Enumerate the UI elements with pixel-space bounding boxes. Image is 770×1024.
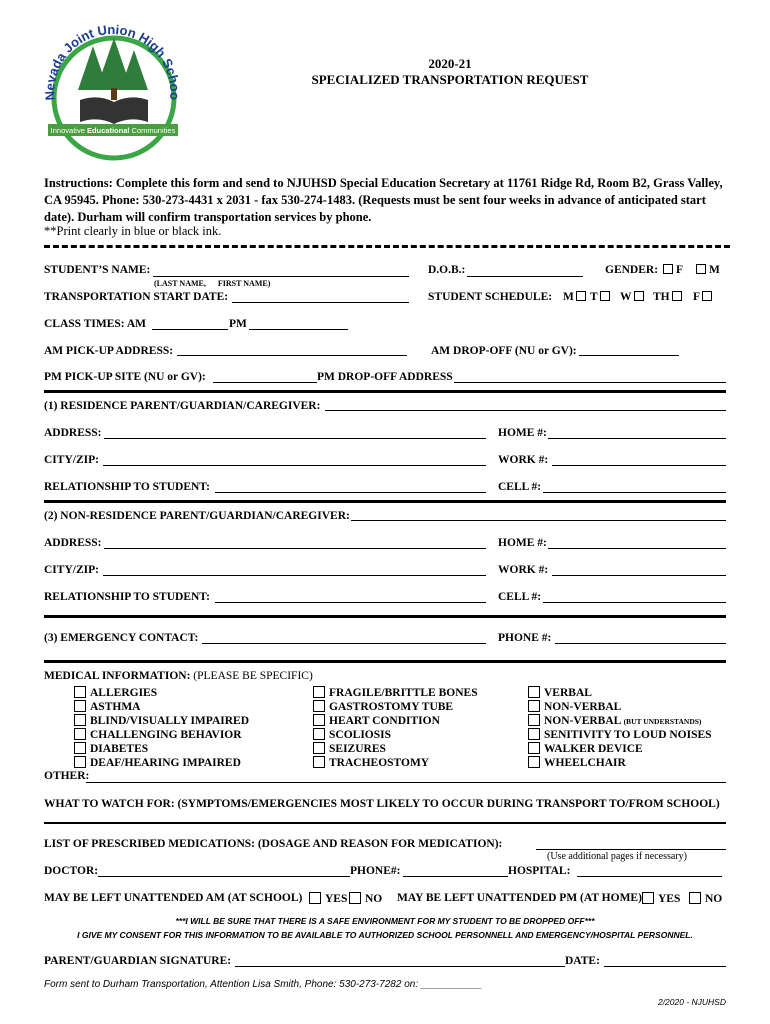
schedule-day-th[interactable] (653, 291, 685, 303)
watch-for-field[interactable] (44, 822, 726, 824)
guardian1-relationship-label: RELATIONSHIP TO STUDENT: (44, 481, 210, 493)
pm-pickup-field[interactable] (213, 382, 317, 383)
class-times-am-field[interactable] (152, 329, 228, 330)
dashed-divider (44, 245, 730, 248)
pm-pickup-label: PM PICK-UP SITE (NU or GV): (44, 371, 206, 383)
unattended-am-yes[interactable] (309, 892, 347, 905)
student-name-label: STUDENT’S NAME: (44, 264, 151, 276)
hospital-field[interactable] (577, 876, 722, 877)
medical-checkbox[interactable] (313, 714, 325, 726)
student-name-field[interactable] (153, 276, 409, 277)
day-m-text: M (563, 291, 574, 303)
medical-checkbox[interactable] (313, 742, 325, 754)
medical-option[interactable] (74, 742, 148, 755)
medical-option-label: FRAGILE/BRITTLE BONES (329, 687, 478, 699)
unattended-pm-yes[interactable] (642, 892, 680, 905)
consent-line-1: ***I WILL BE SURE THAT THERE IS A SAFE ENVIRONMENT FOR MY STUDENT TO BE DROPPED OFF*** (175, 916, 595, 926)
medical-checkbox[interactable] (528, 756, 540, 768)
start-date-field[interactable] (232, 302, 409, 303)
schedule-day-t[interactable] (590, 291, 613, 303)
guardian1-address-label: ADDRESS: (44, 427, 102, 439)
signature-date-field[interactable] (604, 966, 726, 967)
dob-label: D.O.B.: (428, 264, 466, 276)
medical-option[interactable] (313, 686, 478, 699)
guardian2-cell-field[interactable] (543, 602, 726, 603)
section-divider (44, 500, 726, 503)
watch-for-label: WHAT TO WATCH FOR: (SYMPTOMS/EMERGENCIES MOST LIKELY TO OCCUR DURING TRANSPORT TO/FROM SCHOOL) (44, 798, 720, 810)
medical-option-label: CHALLENGING BEHAVIOR (90, 729, 242, 741)
medical-option-label: NON-VERBAL (544, 701, 622, 713)
medical-checkbox[interactable] (313, 686, 325, 698)
guardian2-work-label: WORK #: (498, 564, 549, 576)
doctor-field[interactable] (98, 876, 350, 877)
emergency-label: (3) EMERGENCY CONTACT: (44, 632, 199, 644)
guardian1-title: (1) RESIDENCE PARENT/GUARDIAN/CAREGIVER: (44, 400, 321, 412)
emergency-contact-field[interactable] (202, 643, 486, 644)
guardian2-address-label: ADDRESS: (44, 537, 102, 549)
medical-option[interactable] (74, 714, 249, 727)
day-f-checkbox[interactable] (702, 291, 712, 301)
gender-m-text: M (709, 264, 720, 276)
guardian1-address-field[interactable] (104, 438, 486, 439)
class-times-pm-field[interactable] (249, 329, 348, 330)
unattended-pm-no-checkbox[interactable] (689, 892, 701, 904)
hospital-label: HOSPITAL: (508, 865, 571, 877)
guardian2-relationship-field[interactable] (215, 602, 486, 603)
medical-option[interactable] (313, 756, 429, 769)
medical-option[interactable] (313, 700, 453, 713)
medical-option-label: SENITIVITY TO LOUD NOISES (544, 729, 712, 741)
doctor-label: DOCTOR: (44, 865, 99, 877)
guardian2-cityzip-label: CITY/ZIP: (44, 564, 99, 576)
medical-option[interactable] (313, 742, 386, 755)
guardian2-address-field[interactable] (104, 548, 486, 549)
medical-option[interactable] (528, 714, 701, 727)
medications-field[interactable] (536, 849, 726, 850)
guardian1-home-label: HOME #: (498, 427, 547, 439)
guardian2-title: (2) NON-RESIDENCE PARENT/GUARDIAN/CAREGIVER: (44, 510, 350, 522)
signature-label: PARENT/GUARDIAN SIGNATURE: (44, 955, 232, 967)
guardian2-cell-label: CELL #: (498, 591, 542, 603)
guardian2-relationship-label: RELATIONSHIP TO STUDENT: (44, 591, 210, 603)
day-th-text: TH (653, 291, 670, 303)
emergency-phone-field[interactable] (555, 643, 726, 644)
am-dropoff-label: AM DROP-OFF (NU or GV): (431, 345, 577, 357)
medical-checkbox[interactable] (313, 756, 325, 768)
medical-option-label: NON-VERBAL (544, 715, 621, 727)
medical-heading-note: (PLEASE BE SPECIFIC) (193, 670, 313, 682)
medical-checkbox[interactable] (74, 756, 86, 768)
medical-other-field[interactable] (86, 782, 726, 783)
unattended-am-no-checkbox[interactable] (349, 892, 361, 904)
unattended-pm-no-text: NO (705, 893, 723, 905)
footer-version: 2/2020 - NJUHSD (657, 997, 726, 1007)
consent-line-2: I GIVE MY CONSENT FOR THIS INFORMATION TO BE AVAILABLE TO AUTHORIZED SCHOOL PERSONNELL AND EMERGENCY/HOSPITAL PERSONNEL. (77, 930, 693, 940)
class-times-pm-label: PM (229, 318, 247, 330)
schedule-day-w[interactable] (620, 291, 647, 303)
pm-dropoff-field[interactable] (454, 382, 726, 383)
day-w-text: W (620, 291, 632, 303)
medical-option[interactable] (528, 728, 712, 741)
form-year: 2020-21 (428, 56, 472, 71)
medical-checkbox[interactable] (528, 742, 540, 754)
section-divider (44, 615, 726, 618)
medical-option-label: GASTROSTOMY TUBE (329, 701, 454, 713)
guardian1-work-field[interactable] (552, 465, 726, 466)
guardian2-work-field[interactable] (552, 575, 726, 576)
unattended-am-yes-checkbox[interactable] (309, 892, 321, 904)
medical-option[interactable] (74, 756, 241, 769)
day-t-text: T (590, 291, 598, 303)
gender-label: GENDER: (605, 264, 659, 276)
guardian2-cityzip-field[interactable] (103, 575, 486, 576)
emergency-phone-label: PHONE #: (498, 632, 552, 644)
medical-option[interactable] (74, 686, 157, 699)
instructions-text: Instructions: Complete this form and send to NJUHSD Special Education Secretary at 11761 Ridge Rd, Room B2, Grass Valley, CA 95945. Phone: 530-273-4431 x 2031 - fax 530-274-1483. (Requests must be sent four weeks in advance of anticipated start date). Durham will confirm transportation services by phone. (44, 176, 723, 224)
medical-option-label: DEAF/HEARING IMPAIRED (90, 757, 241, 769)
medical-option-note: (BUT UNDERSTANDS) (623, 717, 702, 726)
dob-field[interactable] (467, 276, 583, 277)
section-divider (44, 660, 726, 663)
unattended-pm-no[interactable] (689, 892, 722, 905)
medical-option[interactable] (528, 686, 592, 699)
guardian1-home-field[interactable] (548, 438, 726, 439)
medical-option-label: SEIZURES (329, 743, 386, 755)
doctor-phone-field[interactable] (403, 876, 508, 877)
medical-option-label: ASTHMA (90, 701, 141, 713)
medical-checkbox[interactable] (313, 728, 325, 740)
medical-heading-row (44, 670, 313, 682)
medical-option-label: HEART CONDITION (329, 715, 440, 727)
day-th-checkbox[interactable] (672, 291, 682, 301)
guardian1-relationship-field[interactable] (215, 492, 486, 493)
form-title: SPECIALIZED TRANSPORTATION REQUEST (311, 72, 589, 87)
guardian1-work-label: WORK #: (498, 454, 549, 466)
medical-checkbox[interactable] (74, 742, 86, 754)
medical-option[interactable] (313, 714, 440, 727)
medical-option[interactable] (74, 728, 242, 741)
medical-checkbox[interactable] (74, 728, 86, 740)
medical-option[interactable] (74, 700, 140, 713)
am-dropoff-field[interactable] (579, 355, 679, 356)
schedule-day-m[interactable] (563, 291, 589, 303)
unattended-am-yes-text: YES (325, 893, 348, 905)
guardian2-home-label: HOME #: (498, 537, 547, 549)
guardian1-cell-field[interactable] (543, 492, 726, 493)
medical-checkbox[interactable] (74, 686, 86, 698)
medical-option-label: ALLERGIES (90, 687, 158, 699)
medical-other-label: OTHER: (44, 770, 90, 782)
medical-option-label: WALKER DEVICE (544, 743, 643, 755)
unattended-am-no-text: NO (365, 893, 383, 905)
medical-checkbox[interactable] (74, 700, 86, 712)
medications-label: LIST OF PRESCRIBED MEDICATIONS: (DOSAGE AND REASON FOR MEDICATION): (44, 838, 503, 850)
class-times-label: CLASS TIMES: AM (44, 318, 147, 330)
unattended-am-label: MAY BE LEFT UNATTENDED AM (AT SCHOOL) (44, 892, 303, 904)
unattended-pm-yes-text: YES (658, 893, 681, 905)
medical-option[interactable] (313, 728, 391, 741)
day-f-text: F (693, 291, 701, 303)
medical-checkbox[interactable] (528, 728, 540, 740)
medical-option-label: WHEELCHAIR (544, 757, 626, 769)
unattended-am-no[interactable] (349, 892, 382, 905)
medical-checkbox[interactable] (528, 700, 540, 712)
svg-text:Innovative Educational Communi: Innovative Educational Communities (50, 126, 176, 135)
district-logo (38, 18, 188, 163)
guardian1-cell-label: CELL #: (498, 481, 542, 493)
am-pickup-label: AM PICK-UP ADDRESS: (44, 345, 174, 357)
pm-dropoff-label: PM DROP-OFF ADDRESS (317, 371, 453, 383)
guardian1-cityzip-label: CITY/ZIP: (44, 454, 99, 466)
medical-option[interactable] (528, 700, 621, 713)
guardian1-cityzip-field[interactable] (103, 465, 486, 466)
medical-checkbox[interactable] (313, 700, 325, 712)
medical-checkbox[interactable] (528, 686, 540, 698)
student-name-sublabel: (LAST NAME, FIRST NAME) (154, 279, 271, 288)
gender-f-text: F (676, 264, 684, 276)
guardian2-name-field[interactable] (351, 520, 726, 521)
guardian2-home-field[interactable] (548, 548, 726, 549)
medical-checkbox[interactable] (528, 714, 540, 726)
medical-option[interactable] (528, 756, 626, 769)
day-m-checkbox[interactable] (576, 291, 586, 301)
gender-f-checkbox[interactable] (663, 264, 673, 274)
day-t-checkbox[interactable] (600, 291, 610, 301)
unattended-pm-label: MAY BE LEFT UNATTENDED PM (AT HOME) (397, 892, 642, 904)
day-w-checkbox[interactable] (634, 291, 644, 301)
section-divider (44, 390, 726, 393)
signature-field[interactable] (235, 966, 565, 967)
medical-option-label: BLIND/VISUALLY IMPAIRED (90, 715, 250, 727)
medical-option[interactable] (528, 742, 643, 755)
medications-note: (Use additional pages if necessary) (547, 851, 687, 862)
gender-m-option[interactable] (696, 264, 720, 276)
medical-option-label: DIABETES (90, 743, 149, 755)
medical-heading: MEDICAL INFORMATION: (44, 670, 191, 682)
schedule-day-f[interactable] (693, 291, 715, 303)
start-date-label: TRANSPORTATION START DATE: (44, 291, 229, 303)
medical-option-label: TRACHEOSTOMY (329, 757, 430, 769)
medical-option-label: SCOLIOSIS (329, 729, 392, 741)
svg-text:Nevada Joint Union High School: Nevada Joint Union High Schoo (42, 22, 183, 101)
unattended-pm-yes-checkbox[interactable] (642, 892, 654, 904)
signature-date-label: DATE: (565, 955, 600, 967)
district-logo-graphic (38, 18, 188, 163)
am-pickup-field[interactable] (177, 355, 407, 356)
footer-sent-to: Form sent to Durham Transportation, Attention Lisa Smith, Phone: 530-273-7282 on: ___________ (44, 979, 483, 990)
schedule-label: STUDENT SCHEDULE: (428, 291, 553, 303)
print-note: **Print clearly in blue or black ink. (44, 224, 222, 238)
gender-m-checkbox[interactable] (696, 264, 706, 274)
doctor-phone-label: PHONE#: (350, 865, 401, 877)
guardian1-name-field[interactable] (325, 410, 726, 411)
gender-f-option[interactable] (663, 264, 683, 276)
medical-option-label: VERBAL (544, 687, 592, 699)
medical-checkbox[interactable] (74, 714, 86, 726)
